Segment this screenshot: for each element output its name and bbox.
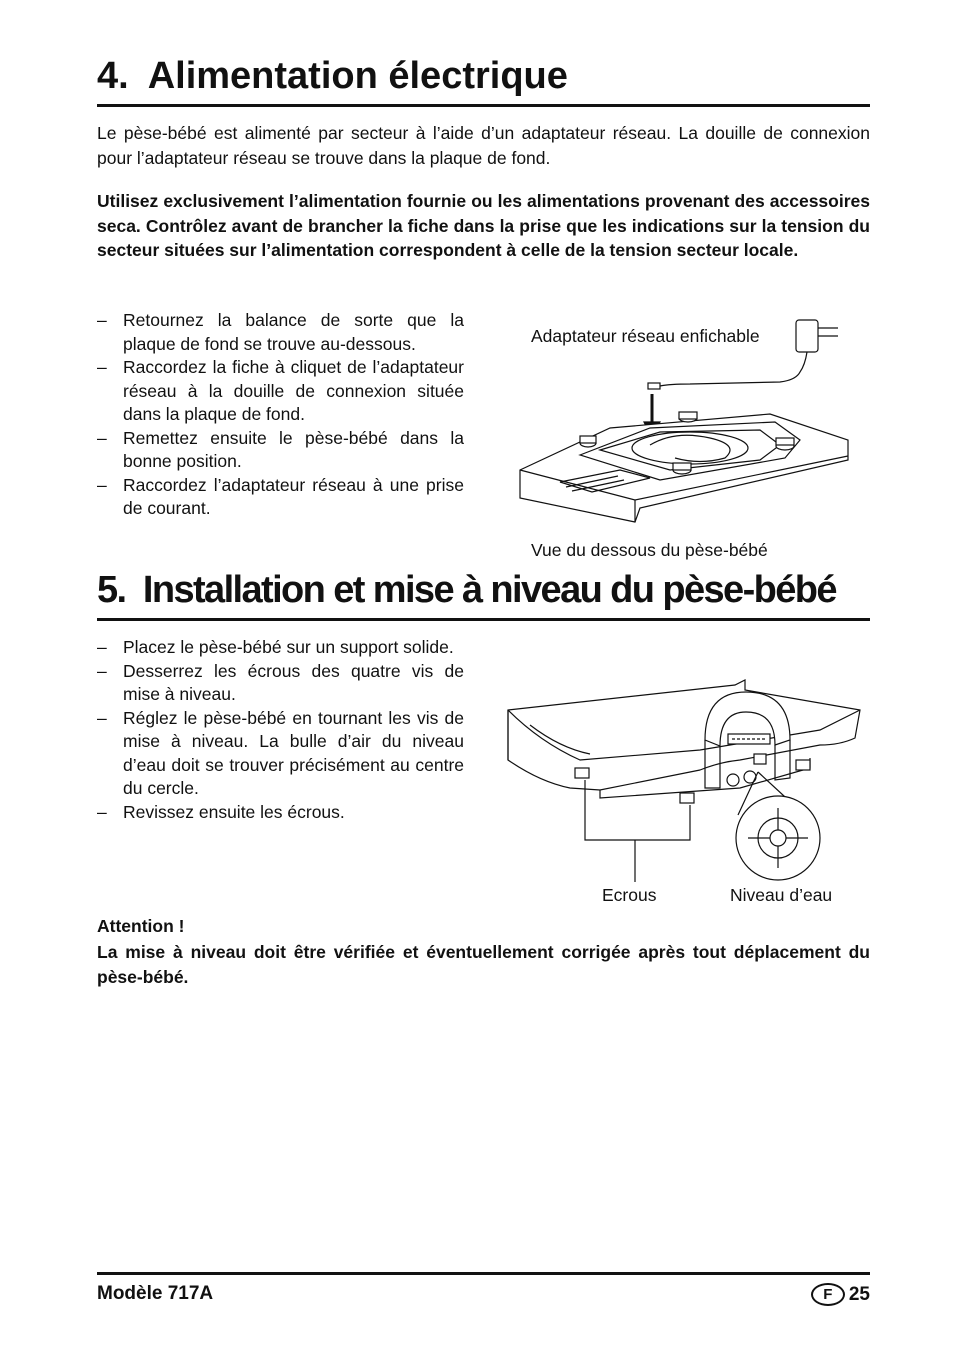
footer-model: Modèle 717A bbox=[97, 1283, 214, 1304]
list-item: – Remettez ensuite le pèse-bébé dans la bonne position. bbox=[97, 427, 464, 474]
list-item: – Desserrez les écrous des quatre vis de mise à niveau. bbox=[97, 660, 464, 707]
footer-page bbox=[811, 1283, 870, 1306]
attention-text: La mise à niveau doit être vérifiée et éventuellement corrigée après tout déplacement du pèse-bébé. bbox=[97, 942, 870, 987]
section-5-title: 5. Installation et mise à niveau du pèse-bébé bbox=[97, 569, 836, 611]
section-5-steps bbox=[97, 636, 464, 824]
section-4-steps bbox=[97, 309, 464, 521]
footer-rule bbox=[97, 1272, 870, 1275]
list-item: – Réglez le pèse-bébé en tournant les vis de mise à niveau. La bulle d’air du niveau d’eau doit se trouver précisément au centre du cercle. bbox=[97, 707, 464, 801]
scale-leveling-illustration bbox=[500, 650, 860, 880]
section-5-rule bbox=[97, 618, 870, 621]
list-item: – Placez le pèse-bébé sur un support solide. bbox=[97, 636, 464, 660]
scale-underside-illustration bbox=[500, 310, 860, 540]
attention-title: Attention ! bbox=[97, 916, 185, 936]
list-item: – Raccordez la fiche à cliquet de l’adaptateur réseau à la douille de connexion située dans la plaque de fond. bbox=[97, 356, 464, 427]
water-level-label: Niveau d’eau bbox=[730, 885, 833, 905]
list-item: – Revissez ensuite les écrous. bbox=[97, 801, 464, 825]
section-4-warning: Utilisez exclusivement l’alimentation fournie ou les alimentations provenant des accessoires seca. Contrôlez avant de brancher la fiche dans la prise que les indications sur la tension du secteur situées sur l’alimentation correspondent à celle de la tension secteur locale. bbox=[97, 191, 870, 260]
adapter-label: Adaptateur réseau enfichable bbox=[531, 326, 760, 346]
page-number: 25 bbox=[848, 1284, 870, 1305]
language-badge: F bbox=[811, 1283, 845, 1306]
list-item: – Retournez la balance de sorte que la plaque de fond se trouve au-dessous. bbox=[97, 309, 464, 356]
section-4-rule bbox=[97, 104, 870, 107]
list-item: – Raccordez l’adaptateur réseau à une prise de courant. bbox=[97, 474, 464, 521]
section-4-intro: Le pèse-bébé est alimenté par secteur à l’aide d’un adaptateur réseau. La douille de connexion pour l’adaptateur réseau se trouve dans la plaque de fond. bbox=[97, 123, 870, 168]
nuts-label: Ecrous bbox=[602, 885, 657, 905]
underside-caption: Vue du dessous du pèse-bébé bbox=[531, 540, 768, 560]
section-4-title: 4. Alimentation électrique bbox=[97, 55, 568, 97]
